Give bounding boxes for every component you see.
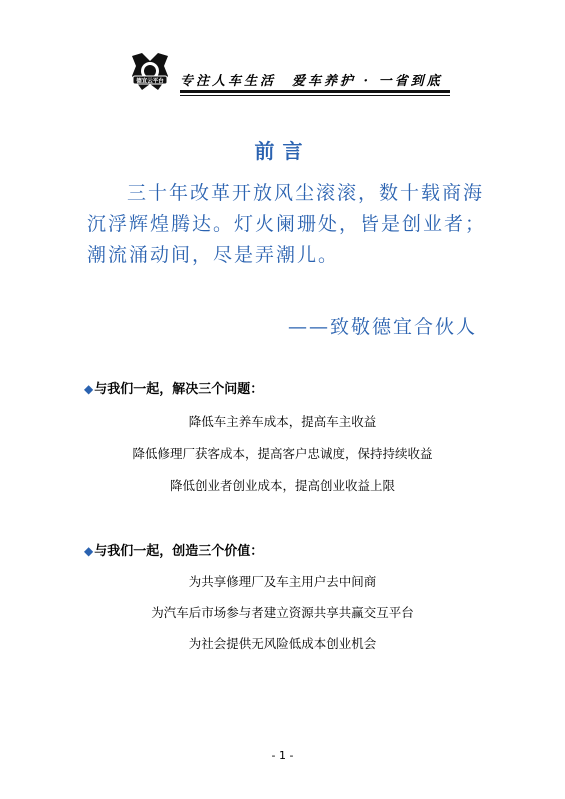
section1-item: 降低车主养车成本，提高车主收益 [188, 414, 377, 429]
header-rule-thin [180, 95, 450, 96]
wrench-shield-logo-icon [128, 50, 172, 94]
section1-heading-text: 与我们一起，解决三个问题： [94, 382, 264, 397]
section2-heading-text: 与我们一起，创造三个价值： [94, 544, 264, 559]
poem-line-3: 潮流涌动间，尽是弄潮儿。 [87, 244, 340, 266]
section1-item: 降低创业者创业成本，提高创业收益上限 [169, 478, 395, 493]
diamond-bullet-icon: ◆ [84, 544, 94, 558]
section1-heading [84, 378, 263, 397]
header-slogan: 专注人车生活 爱车养护 · 一省到底 [180, 74, 443, 89]
preface-poem [87, 178, 487, 271]
svg-text:德宜云平台: 德宜云平台 [136, 78, 164, 85]
poem-line-2: 沉浮辉煌腾达。灯火阑珊处，皆是创业者； [87, 213, 487, 235]
section2-item: 为共享修理厂及车主用户去中间商 [188, 574, 377, 589]
page-number: - 1 - [271, 749, 294, 762]
section2-heading [84, 540, 263, 559]
section2-item: 为社会提供无风险低成本创业机会 [188, 636, 377, 651]
section2-item: 为汽车后市场参与者建立资源共享共赢交互平台 [151, 605, 414, 620]
signature: ——致敬德宜合伙人 [287, 316, 477, 338]
page-title: 前言 [254, 139, 311, 163]
section1-item: 降低修理厂获客成本，提高客户忠诚度，保持持续收益 [132, 446, 433, 461]
page-header [128, 50, 458, 94]
header-rule-thick [180, 90, 450, 93]
poem-line-1: 三十年改革开放风尘滚滚，数十载商海 [127, 182, 485, 204]
diamond-bullet-icon: ◆ [84, 382, 94, 396]
